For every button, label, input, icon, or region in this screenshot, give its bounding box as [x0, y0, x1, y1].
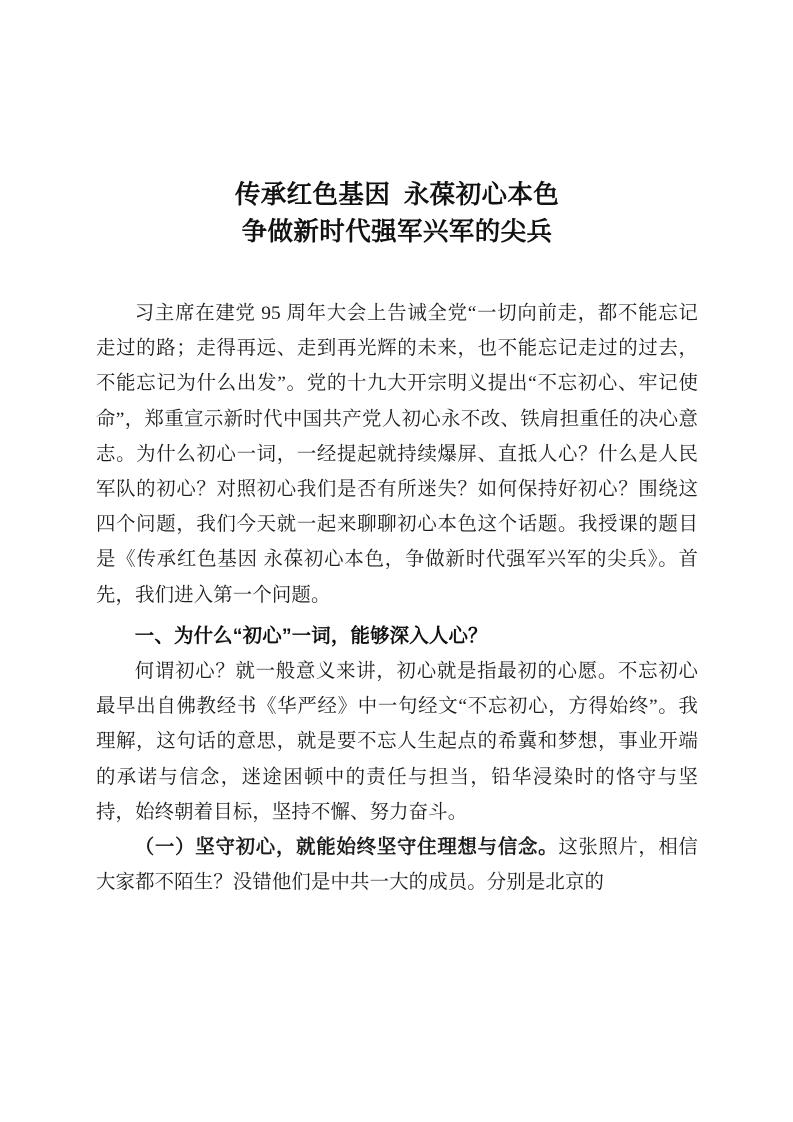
- paragraph-definition: 何谓初心？就一般意义来讲，初心就是指最初的心愿。不忘初心最早出自佛教经书《华严经》中一句经文“不忘初心，方得始终”。我理解，这句话的意思，就是要不忘人生起点的希冀和梦想，事业开端的承诺与信念，迷途困顿中的责任与担当，铅华浸染时的恪守与坚持，始终朝着目标，坚持不懈、努力奋斗。: [96, 661, 698, 823]
- page-title-line-1: 传承红色基因 永葆初心本色: [234, 180, 560, 209]
- subpoint-one-body: 这张照片，相信大家都不陌生？没错他们是中共一大的成员。分别是北京的: [96, 837, 698, 894]
- page-title-line-2: 争做新时代强军兴军的尖兵: [241, 217, 553, 246]
- page-title: [96, 0, 698, 250]
- subpoint-one-lead-in: （一）坚守初心，就能始终坚守住理想与信念。: [134, 837, 559, 859]
- paragraph-subpoint-one: [96, 830, 698, 900]
- paragraph-opening: 习主席在建党 95 周年大会上告诫全党“一切向前走，都不能忘记走过的路；走得再远、走到再光辉的未来，也不能忘记走过的过去，不能忘记为什么出发”。党的十九大开宗明义提出“不忘初心、牢记使命”，郑重宣示新时代中国共产党人初心永不改、铁肩担重任的决心意志。为什么初心一词，一经提起就持续爆屏、直抵人心？什么是人民军队的初心？对照初心我们是否有所迷失？如何保持好初心？围绕这四个问题，我们今天就一起来聊聊初心本色这个话题。我授课的题目是《传承红色基因 永葆初心本色，争做新时代强军兴军的尖兵》。首先，我们进入第一个问题。: [96, 303, 698, 606]
- section-heading-one: 一、为什么“初心”一词，能够深入人心？: [134, 624, 488, 647]
- page-content-column: [96, 0, 698, 900]
